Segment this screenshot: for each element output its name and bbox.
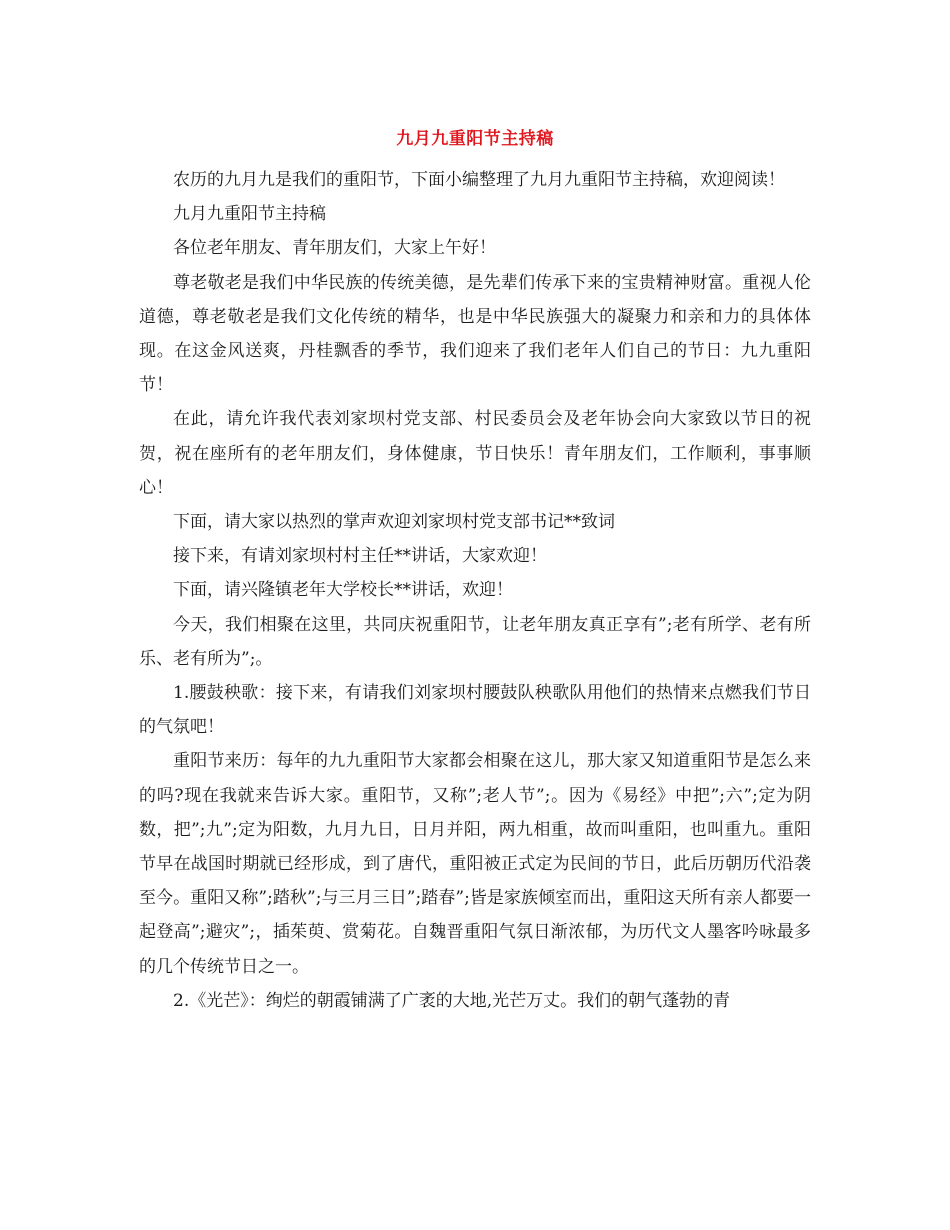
paragraph-program-1: 1.腰鼓秧歌：接下来，有请我们刘家坝村腰鼓队秧歌队用他们的热情来点燃我们节日的气氛吧！ [139, 683, 811, 738]
paragraph-intro: 农历的九月九是我们的重阳节，下面小编整理了九月九重阳节主持稿，欢迎阅读！ [173, 170, 785, 190]
paragraph-festival-origin: 重阳节来历：每年的九九重阳节大家都会相聚在这儿，那大家又知道重阳节是怎么来的吗?现在我就来告诉大家。重阳节，又称”;老人节”;。因为《易经》中把”;六”;定为阴数，把”;九”;定为阳数，九月九日，日月并阳，两九相重，故而叫重阳，也叫重九。重阳节早在战国时期就已经形成，到了唐代，重阳被正式定为民间的节日，此后历朝历代沿袭至今。重阳又称”;踏秋”;与三月三日”;踏春”;皆是家族倾室而出，重阳这天所有亲人都要一起登高”;避灾”;，插茱萸、赏菊花。自魏晋重阳气氛日渐浓郁，为历代文人墨客吟咏最多的几个传统节日之一。 [139, 751, 811, 977]
paragraph-director-speech: 接下来，有请刘家坝村村主任**讲话，大家欢迎！ [173, 546, 547, 567]
paragraph-program-2: 2.《光芒》：绚烂的朝霞铺满了广袤的大地,光芒万丈。我们的朝气蓬勃的青 [173, 990, 731, 1011]
paragraph-congratulations: 在此，请允许我代表刘家坝村党支部、村民委员会及老年协会向大家致以节日的祝贺，祝在座所有的老年朋友们，身体健康，节日快乐！青年朋友们，工作顺利，事事顺心！ [139, 409, 811, 498]
paragraph-celebration: 今天，我们相聚在这里，共同庆祝重阳节，让老年朋友真正享有”;老有所学、老有所乐、老有所为”;。 [139, 614, 811, 669]
document-body [139, 163, 811, 1018]
paragraph-tradition: 尊老敬老是我们中华民族的传统美德，是先辈们传承下来的宝贵精神财富。重视人伦道德，尊老敬老是我们文化传统的精华，也是中华民族强大的凝聚力和亲和力的具体体现。在这金风送爽，丹桂飘香的季节，我们迎来了我们老年人们自己的节日：九九重阳节！ [139, 272, 811, 396]
paragraph-secretary-speech: 下面，请大家以热烈的掌声欢迎刘家坝村党支部书记**致词 [173, 512, 615, 533]
paragraph-subtitle: 九月九重阳节主持稿 [173, 204, 326, 225]
document-title: 九月九重阳节主持稿 [396, 129, 554, 149]
paragraph-greeting: 各位老年朋友、青年朋友们，大家上午好！ [173, 238, 496, 259]
paragraph-principal-speech: 下面，请兴隆镇老年大学校长**讲话，欢迎！ [173, 580, 513, 601]
